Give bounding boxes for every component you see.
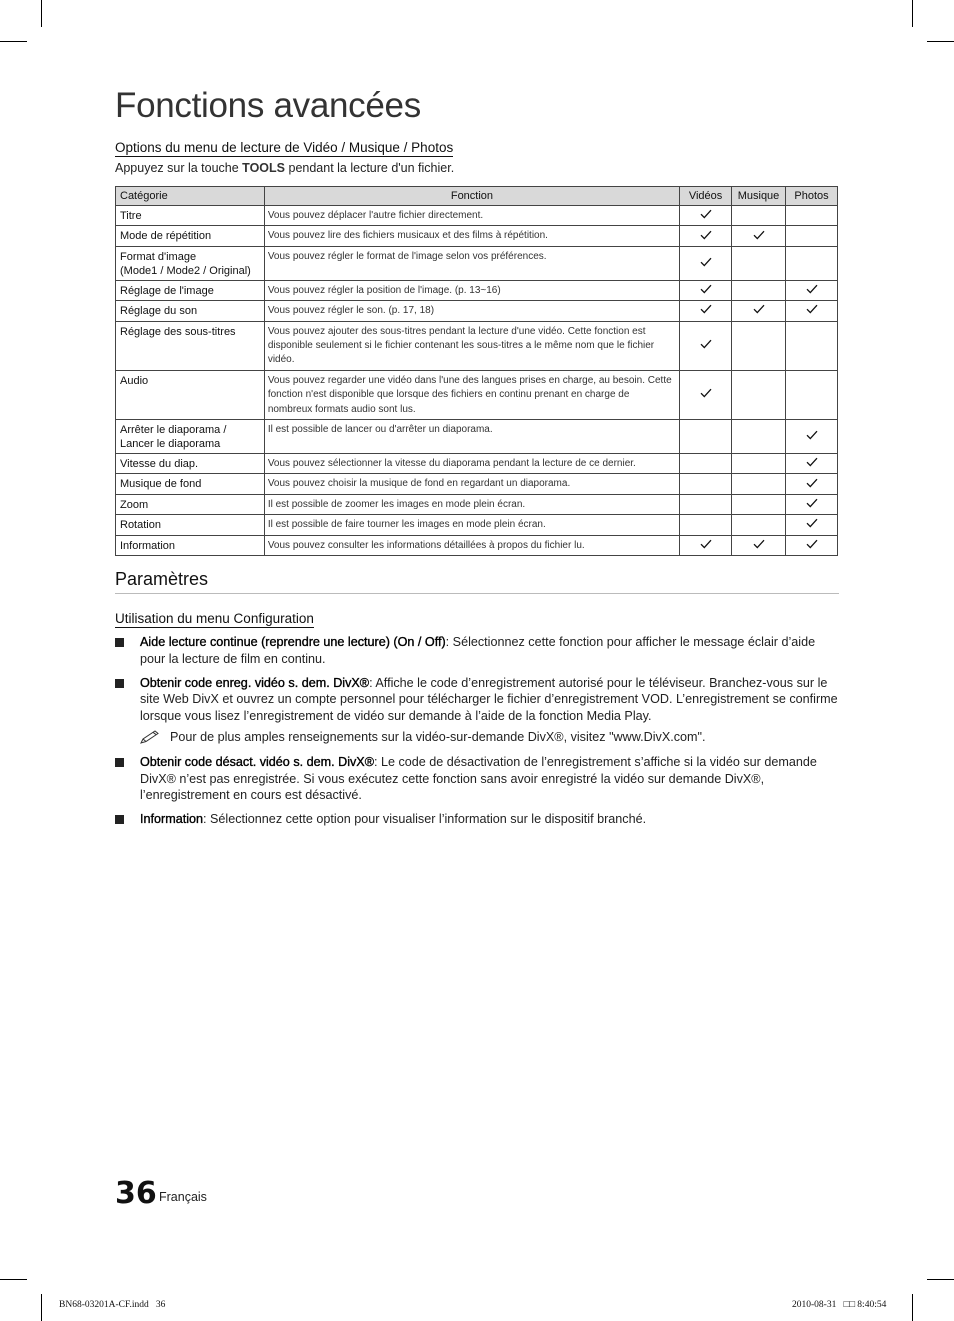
tools-key-label: TOOLS xyxy=(242,161,286,175)
check-icon xyxy=(806,457,818,467)
row-photos-cell xyxy=(786,321,838,370)
row-music-cell xyxy=(732,280,786,300)
table-row xyxy=(116,535,838,555)
row-photos-cell xyxy=(786,454,838,474)
row-photos-cell xyxy=(786,515,838,535)
row-music-cell xyxy=(732,494,786,514)
row-photos-cell xyxy=(786,494,838,514)
square-bullet-icon xyxy=(115,815,124,824)
row-videos-cell xyxy=(680,420,732,454)
row-category: Audio xyxy=(116,370,265,419)
print-timestamp: 2010-08-31 □□ 8:40:54 xyxy=(792,1300,887,1310)
crop-mark xyxy=(41,1294,42,1321)
row-music-cell xyxy=(732,321,786,370)
row-music-cell xyxy=(732,226,786,246)
page-language: Français xyxy=(159,1190,207,1204)
check-icon xyxy=(806,518,818,528)
row-photos-cell xyxy=(786,206,838,226)
row-category: Rotation xyxy=(116,515,265,535)
crop-mark xyxy=(912,1294,913,1321)
crop-mark xyxy=(912,0,913,27)
check-icon xyxy=(700,339,712,349)
settings-title: Paramètres xyxy=(115,569,209,589)
row-category: Titre xyxy=(116,206,265,226)
check-icon xyxy=(806,430,818,440)
row-music-cell xyxy=(732,301,786,321)
square-bullet-icon xyxy=(115,679,124,688)
item-label: Information xyxy=(140,812,203,827)
pencil-icon xyxy=(140,730,160,744)
row-category: Arrêter le diaporama / Lancer le diaporama xyxy=(116,420,265,454)
row-videos-cell xyxy=(680,226,732,246)
table-row xyxy=(116,370,838,419)
column-header-category: Catégorie xyxy=(116,187,265,206)
check-icon xyxy=(700,209,712,219)
table-row xyxy=(116,226,838,246)
row-photos-cell xyxy=(786,280,838,300)
row-category: Format d'image (Mode1 / Mode2 / Original) xyxy=(116,246,265,280)
row-videos-cell xyxy=(680,246,732,280)
item-text: : Le code de désactivation de l’enregistrement s’affiche si la vidéo sur demande DivX® n’est pas enregistrée. Si vous exécutez cette fonction sans avoir enregistré la vidéo sur demande DivX®, l’enregistrement en cours est désactivé. xyxy=(140,754,817,803)
row-videos-cell xyxy=(680,454,732,474)
table-row xyxy=(116,420,838,454)
check-icon xyxy=(700,284,712,294)
item-label: Obtenir code désact. vidéo s. dem. DivX® xyxy=(140,754,374,769)
row-function: Il est possible de zoomer les images en mode plein écran. xyxy=(264,494,679,514)
row-videos-cell xyxy=(680,280,732,300)
check-icon xyxy=(700,230,712,240)
check-icon xyxy=(753,230,765,240)
section-divider xyxy=(115,593,839,594)
row-photos-cell xyxy=(786,226,838,246)
square-bullet-icon xyxy=(115,638,124,647)
row-category: Réglage de l'image xyxy=(116,280,265,300)
row-function: Vous pouvez déplacer l'autre fichier directement. xyxy=(264,206,679,226)
check-icon xyxy=(700,257,712,267)
list-item xyxy=(115,634,839,668)
page-number: 36 xyxy=(115,1176,157,1211)
crop-mark xyxy=(0,1279,27,1280)
check-icon xyxy=(700,304,712,314)
row-function: Vous pouvez ajouter des sous-titres pendant la lecture d'une vidéo. Cette fonction est disponible seulement si le fichier contenant les sous-titres a le même nom que le fichier vidéo. xyxy=(264,321,679,370)
check-icon xyxy=(806,304,818,314)
row-photos-cell xyxy=(786,535,838,555)
row-videos-cell xyxy=(680,535,732,555)
row-function: Vous pouvez régler le format de l'image selon vos préférences. xyxy=(264,246,679,280)
list-item xyxy=(115,811,839,828)
options-intro: Appuyez sur la touche TOOLS pendant la lecture d'un fichier. xyxy=(115,161,455,175)
row-function: Vous pouvez regarder une vidéo dans l'une des langues prises en charge, au besoin. Cette fonction n'est disponible que lorsque des fichiers en continu prenant en charge de nombreux formats audio sont lus. xyxy=(264,370,679,419)
square-bullet-icon xyxy=(115,758,124,767)
check-icon xyxy=(806,498,818,508)
row-function: Vous pouvez consulter les informations détaillées à propos du fichier lu. xyxy=(264,535,679,555)
crop-mark xyxy=(41,0,42,27)
item-label: Aide lecture continue (reprendre une lecture) (On / Off) xyxy=(140,635,446,649)
row-videos-cell xyxy=(680,321,732,370)
column-header-videos: Vidéos xyxy=(680,187,732,206)
table-header-row xyxy=(116,187,838,206)
options-table xyxy=(115,186,838,556)
row-function: Vous pouvez régler le son. (p. 17, 18) xyxy=(264,301,679,321)
row-videos-cell xyxy=(680,206,732,226)
row-category: Réglage des sous-titres xyxy=(116,321,265,370)
row-photos-cell xyxy=(786,370,838,419)
print-file-info: BN68-03201A-CF.indd 36 xyxy=(59,1300,166,1310)
table-row xyxy=(116,321,838,370)
table-row xyxy=(116,206,838,226)
row-category: Zoom xyxy=(116,494,265,514)
check-icon xyxy=(753,304,765,314)
table-row xyxy=(116,474,838,494)
list-item xyxy=(115,675,839,725)
note xyxy=(115,729,839,746)
row-photos-cell xyxy=(786,246,838,280)
options-menu-heading: Options du menu de lecture de Vidéo / Musique / Photos xyxy=(115,140,454,155)
item-label: Obtenir code enreg. vidéo s. dem. DivX® xyxy=(140,675,370,690)
row-music-cell xyxy=(732,206,786,226)
check-icon xyxy=(806,478,818,488)
row-photos-cell xyxy=(786,420,838,454)
column-header-photos: Photos xyxy=(786,187,838,206)
row-function: Il est possible de faire tourner les images en mode plein écran. xyxy=(264,515,679,535)
check-icon xyxy=(806,284,818,294)
crop-mark xyxy=(927,1279,954,1280)
row-photos-cell xyxy=(786,301,838,321)
row-videos-cell xyxy=(680,474,732,494)
check-icon xyxy=(700,539,712,549)
row-category: Information xyxy=(116,535,265,555)
list-item xyxy=(115,754,839,804)
settings-list xyxy=(115,634,839,835)
row-videos-cell xyxy=(680,515,732,535)
crop-mark xyxy=(927,41,954,42)
item-text: : Sélectionnez cette fonction pour afficher le message éclair d’aide pour la lecture de film en continu. xyxy=(140,635,816,666)
crop-mark xyxy=(0,41,27,42)
row-category: Mode de répétition xyxy=(116,226,265,246)
row-function: Vous pouvez choisir la musique de fond en regardant un diaporama. xyxy=(264,474,679,494)
row-category: Vitesse du diap. xyxy=(116,454,265,474)
note-text: Pour de plus amples renseignements sur la vidéo-sur-demande DivX®, visitez "www.DivX.com". xyxy=(170,729,706,744)
row-photos-cell xyxy=(786,474,838,494)
table-row xyxy=(116,494,838,514)
table-row xyxy=(116,454,838,474)
table-row xyxy=(116,515,838,535)
row-category: Musique de fond xyxy=(116,474,265,494)
column-header-function: Fonction xyxy=(264,187,679,206)
row-function: Vous pouvez sélectionner la vitesse du diaporama pendant la lecture de ce dernier. xyxy=(264,454,679,474)
row-music-cell xyxy=(732,515,786,535)
row-music-cell xyxy=(732,370,786,419)
page-title: Fonctions avancées xyxy=(115,86,421,125)
row-function: Il est possible de lancer ou d'arrêter un diaporama. xyxy=(264,420,679,454)
row-music-cell xyxy=(732,420,786,454)
row-music-cell xyxy=(732,454,786,474)
table-row xyxy=(116,280,838,300)
row-music-cell xyxy=(732,474,786,494)
item-text: : Affiche le code d’enregistrement autorisé pour le téléviseur. Branchez-vous sur le site Web DivX et ouvrez un compte personnel pour télécharger le fichier d’enregistrement VOD. L’enregistrement se confirme lorsque vous lisez l’enregistrement de vidéo sur demande à l’aide de la fonction Media Play. xyxy=(140,675,838,724)
row-category: Réglage du son xyxy=(116,301,265,321)
row-videos-cell xyxy=(680,370,732,419)
item-text: : Sélectionnez cette option pour visualiser l’information sur le dispositif branché. xyxy=(203,812,647,827)
row-function: Vous pouvez lire des fichiers musicaux et des films à répétition. xyxy=(264,226,679,246)
row-music-cell xyxy=(732,246,786,280)
check-icon xyxy=(700,388,712,398)
settings-subheading: Utilisation du menu Configuration xyxy=(115,611,314,626)
check-icon xyxy=(806,539,818,549)
table-row xyxy=(116,301,838,321)
row-music-cell xyxy=(732,535,786,555)
column-header-music: Musique xyxy=(732,187,786,206)
row-videos-cell xyxy=(680,301,732,321)
row-videos-cell xyxy=(680,494,732,514)
check-icon xyxy=(753,539,765,549)
table-row xyxy=(116,246,838,280)
row-function: Vous pouvez régler la position de l'image. (p. 13~16) xyxy=(264,280,679,300)
